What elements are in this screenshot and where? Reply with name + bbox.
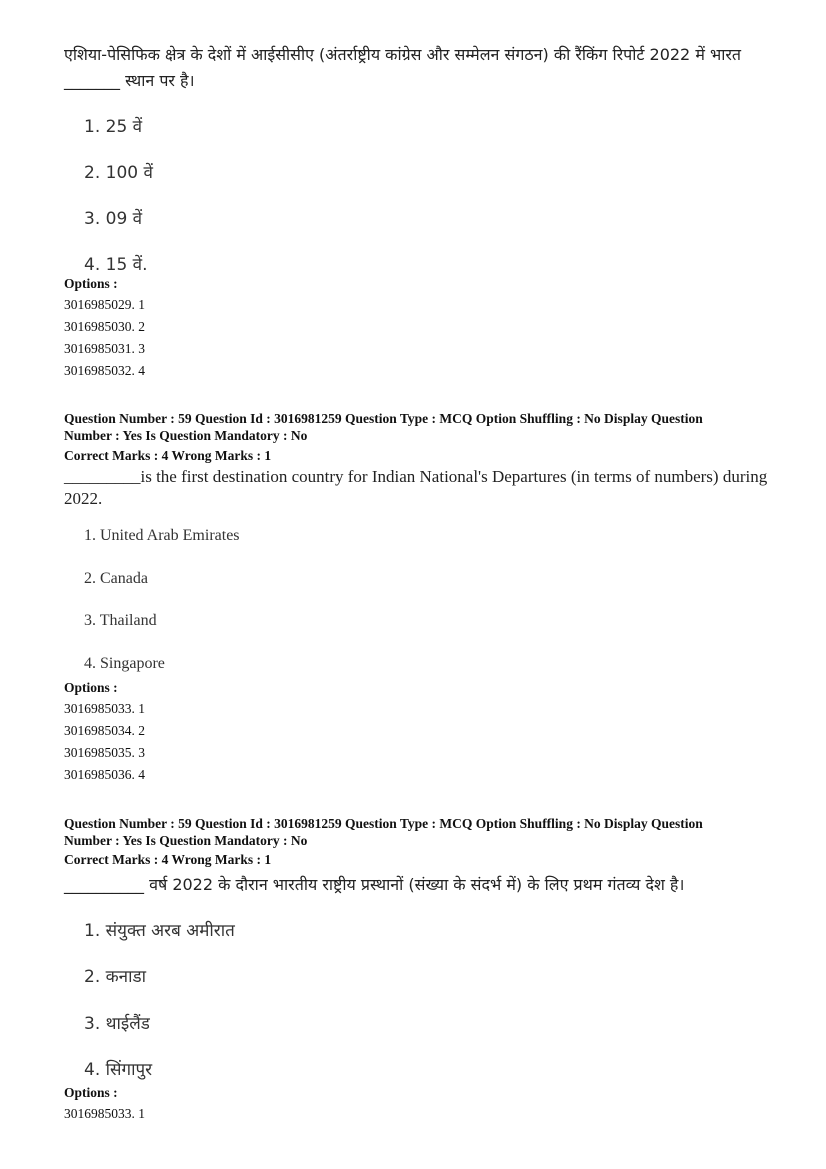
question-3-meta-line-2: Number : Yes Is Question Mandatory : No [64, 833, 308, 848]
question-2-option-1: 1. United Arab Emirates [84, 527, 240, 544]
question-1-option-2: 2. 100 वें [84, 163, 153, 183]
question-2-meta-line-2: Number : Yes Is Question Mandatory : No [64, 428, 308, 443]
question-3-options-label: Options : [64, 1085, 118, 1100]
question-2-text: _________is the first destination country for Indian National's Departures (in terms of numbers) during 2022. [64, 467, 768, 508]
question-1-option-id-3: 3016985031. 3 [64, 341, 145, 356]
question-1-text: एशिया-पेसिफिक क्षेत्र के देशों में आईसीसीए (अंतर्राष्ट्रीय कांग्रेस और सम्मेलन संगठन) की रैंकिंग रिपोर्ट 2022 में भारत _______ स्थान पर है। [64, 45, 742, 90]
question-3-text: __________ वर्ष 2022 के दौरान भारतीय राष्ट्रीय प्रस्थानों (संख्या के संदर्भ में) के लिए प्रथम गंतव्य देश है। [64, 875, 685, 894]
question-2-options-label: Options : [64, 680, 118, 695]
question-2-option-3: 3. Thailand [84, 612, 157, 629]
question-1-option-3: 3. 09 वें [84, 209, 143, 229]
question-3-option-3: 3. थाईलैंड [84, 1014, 150, 1034]
question-3-meta-line-1: Question Number : 59 Question Id : 3016981259 Question Type : MCQ Option Shuffling : No Display Question [64, 816, 703, 831]
question-1-option-1: 1. 25 वें [84, 117, 143, 137]
question-2-marks: Correct Marks : 4 Wrong Marks : 1 [64, 448, 272, 463]
question-3-option-2: 2. कनाडा [84, 967, 147, 987]
question-2-option-id-3: 3016985035. 3 [64, 745, 145, 760]
question-3-marks: Correct Marks : 4 Wrong Marks : 1 [64, 852, 272, 867]
question-3-option-id-1: 3016985033. 1 [64, 1106, 145, 1121]
question-1-options-label: Options : [64, 276, 118, 291]
question-1-option-id-4: 3016985032. 4 [64, 363, 145, 378]
question-2-option-id-1: 3016985033. 1 [64, 701, 145, 716]
question-2-option-2: 2. Canada [84, 570, 148, 587]
question-3-option-1: 1. संयुक्त अरब अमीरात [84, 921, 235, 941]
question-2-option-4: 4. Singapore [84, 655, 165, 672]
question-1-option-4: 4. 15 वें. [84, 255, 148, 275]
question-2-meta-line-1: Question Number : 59 Question Id : 3016981259 Question Type : MCQ Option Shuffling : No Display Question [64, 411, 703, 426]
question-1-option-id-1: 3016985029. 1 [64, 297, 145, 312]
question-2-option-id-2: 3016985034. 2 [64, 723, 145, 738]
question-2-option-id-4: 3016985036. 4 [64, 767, 145, 782]
question-3-option-4: 4. सिंगापुर [84, 1060, 153, 1080]
question-1-option-id-2: 3016985030. 2 [64, 319, 145, 334]
